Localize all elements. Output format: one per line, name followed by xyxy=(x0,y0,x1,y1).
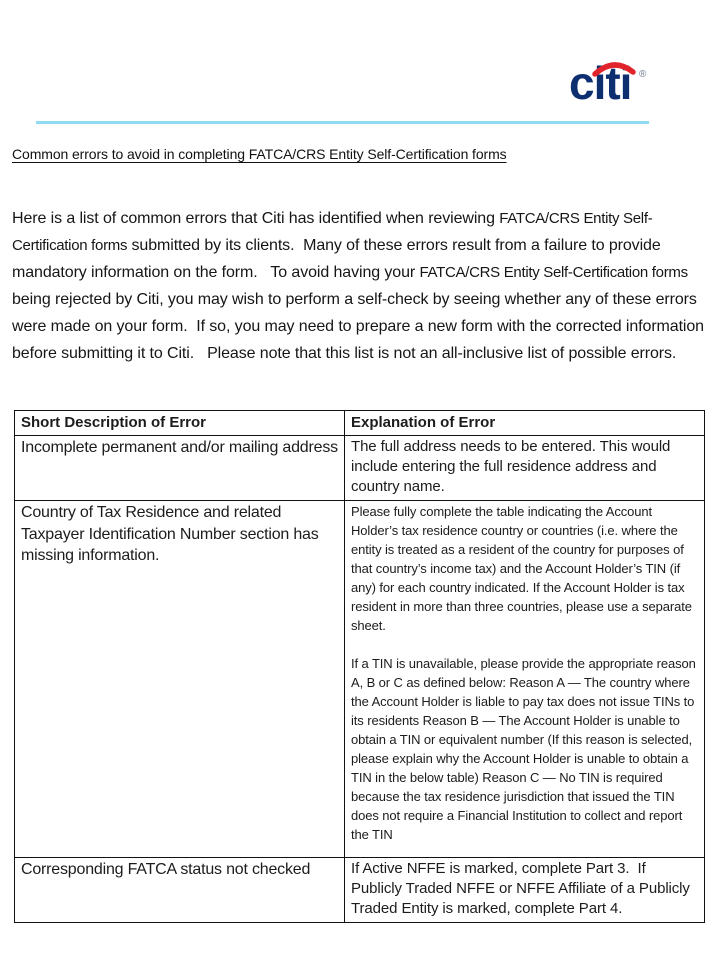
intro-segment: Here is a list of common errors that Citi has identified when reviewing xyxy=(12,210,500,227)
table-row xyxy=(15,436,705,501)
error-description-cell: Country of Tax Residence and related Taxpayer Identification Number section has missing information. xyxy=(15,501,345,858)
table-row xyxy=(15,858,705,923)
error-explanation-cell: The full address needs to be entered. This would include entering the full residence address and country name. xyxy=(345,436,705,501)
table-header-row xyxy=(15,411,705,436)
error-description-cell: Corresponding FATCA status not checked xyxy=(15,858,345,923)
intro-segment: submitted by its clients. Many of these errors result from a failure to provide mandatory information on the form. To avoid having your xyxy=(12,237,665,281)
citi-logo xyxy=(569,56,669,112)
error-explanation-cell: If Active NFFE is marked, complete Part 3. If Publicly Traded NFFE or NFFE Affiliate of a Publicly Traded Entity is marked, complete Part 4. xyxy=(345,858,705,923)
doc-title: Common errors to avoid in completing FATCA/CRS Entity Self-Certification forms xyxy=(12,146,507,162)
intro-segment-fatca: FATCA/CRS Entity Self-Certification forms xyxy=(419,264,688,281)
table-row xyxy=(15,501,705,858)
citi-wordmark: citi xyxy=(569,57,632,109)
explanation-paragraph: If a TIN is unavailable, please provide the appropriate reason A, B or C as defined below: Reason A — The country where the Account Holder is liable to pay tax does not issue TINs to its residents Reason B — The Account Holder is unable to obtain a TIN or equivalent number (If this reason is selected, please explain why the Account Holder is unable to obtain a TIN in the below table) Reason C — No TIN is required because the tax residence jurisdiction that issued the TIN does not require a Financial Institution to collect and report the TIN xyxy=(351,656,699,842)
citi-arc-icon xyxy=(591,58,637,78)
intro-paragraph xyxy=(12,205,709,367)
errors-table xyxy=(14,410,705,923)
error-description-cell: Incomplete permanent and/or mailing address xyxy=(15,436,345,501)
intro-segment-fatca: FATCA/CRS Entity Self-Certification forms xyxy=(12,210,653,254)
column-header-description: Short Description of Error xyxy=(15,411,345,436)
header-rule xyxy=(36,121,649,124)
registered-trademark-icon: ® xyxy=(639,69,647,80)
column-header-explanation: Explanation of Error xyxy=(345,411,705,436)
error-explanation-cell xyxy=(345,501,705,858)
explanation-paragraph: Please fully complete the table indicating the Account Holder’s tax residence country or countries (i.e. where the entity is treated as a resident of the country for purposes of that country’s income tax) and the Account Holder’s TIN (if any) for each country indicated. If the Account Holder is tax resident in more than three countries, please use a separate sheet. xyxy=(351,504,696,633)
intro-segment: being rejected by Citi, you may wish to perform a self-check by seeing whether any of these errors were made on your form. If so, you may need to prepare a new form with the corrected information before submitting it to Citi. Please note that this list is not an all-inclusive list of possible errors. xyxy=(12,264,709,362)
